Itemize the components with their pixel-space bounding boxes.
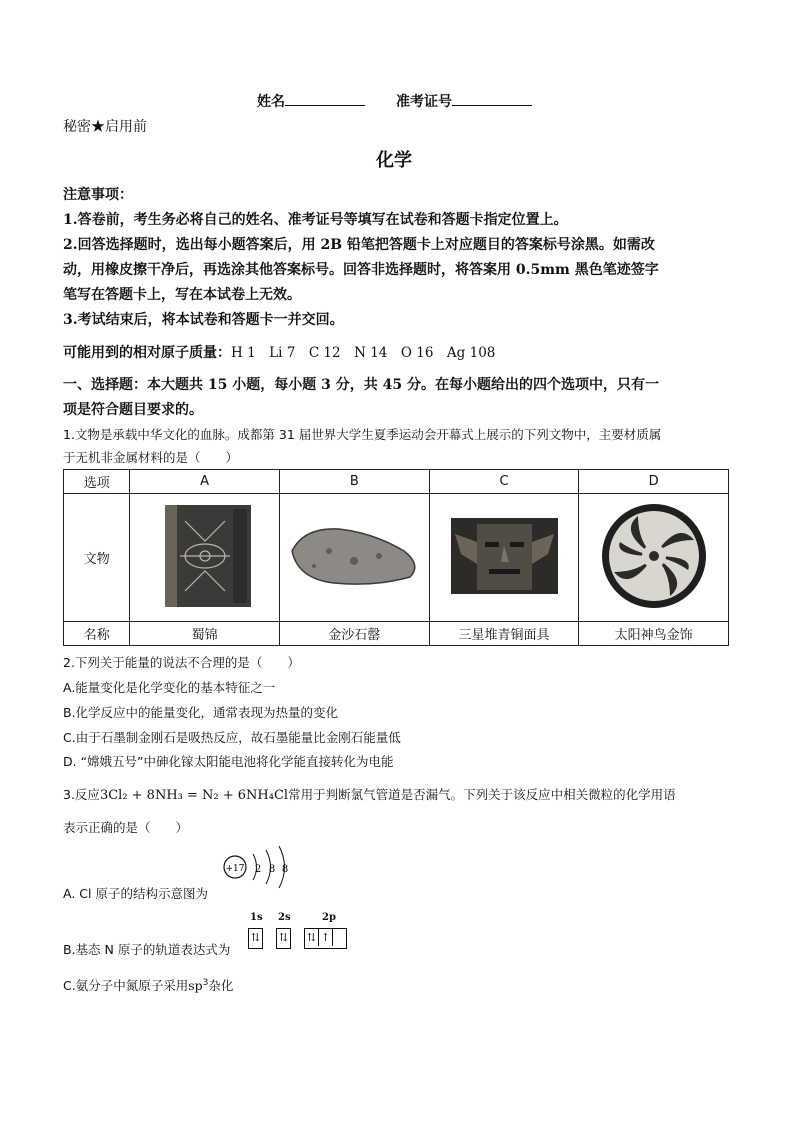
atomic-mass-line: [63, 341, 495, 362]
q3-equation: 3Cl₂ + 8NH₃ = N₂ + 6NH₄Cl: [99, 788, 289, 803]
artifact-table: [63, 469, 729, 646]
name-label: 姓名: [257, 94, 285, 110]
page-title: 化学: [376, 150, 412, 171]
artifact-c-name: 三星堆青铜面具: [429, 622, 579, 646]
orbital-label-1s: 1s: [250, 912, 263, 923]
up-down-arrows-icon: ⇅: [250, 931, 261, 944]
q2-option-c: C.由于石墨制金刚石是吸热反应，故石墨能量比金刚石能量低: [63, 730, 401, 745]
secret-mark: 秘密★启用前: [63, 119, 147, 135]
q1-stem-line-2: 于无机非金属材料的是（ ）: [63, 450, 239, 465]
up-down-arrows-icon: ⇅: [278, 931, 289, 944]
shell-3-electrons: 8: [281, 864, 289, 875]
table-image-row: [64, 494, 729, 622]
q3-option-c-pre: C.氨分子中氮原子采用: [63, 978, 189, 993]
q1-stem-line-1: 1.文物是承载中华文化的血脉。成都第 31 届世界大学生夏季运动会开幕式上展示的下列文物中，主要材质属: [63, 427, 662, 442]
q3-stem-post: 常用于判断氯气管道是否漏气。下列关于该反应中相关微粒的化学用语: [288, 787, 676, 802]
orbital-label-2p: 2p: [322, 912, 336, 923]
artifact-c-image: [429, 494, 579, 622]
notice-item-3: 3.考试结束后，将本试卷和答题卡一并交回。: [63, 312, 344, 328]
up-arrow-icon: ↑: [319, 929, 333, 946]
orbital-box-1s: [248, 928, 263, 949]
artifact-b-name: 金沙石罄: [279, 622, 429, 646]
bronze-mask-image: [447, 514, 562, 598]
atomic-mass-label: 可能用到的相对原子质量：: [63, 345, 231, 361]
artifact-b-image: [279, 494, 429, 622]
table-name-row: [64, 622, 729, 646]
table-header-label: 选项: [64, 470, 130, 494]
name-blank: [285, 93, 365, 106]
option-a-header: A: [130, 470, 279, 494]
option-b-header: B: [279, 470, 429, 494]
q3-option-c-post: 杂化: [208, 978, 234, 993]
option-d-header: D: [579, 470, 729, 494]
atomic-mass-values: H 1 Li 7 C 12 N 14 O 16 Ag 108: [231, 345, 496, 361]
empty-orbital: [333, 929, 346, 946]
q2-option-b: B.化学反应中的能量变化，通常表现为热量的变化: [63, 705, 339, 720]
id-blank: [452, 93, 532, 106]
q2-option-d: D. “嫦娥五号”中砷化镓太阳能电池将化学能直接转化为电能: [63, 754, 394, 769]
hybrid-superscript: 3: [202, 977, 209, 988]
brocade-image: [155, 501, 255, 611]
nucleus-charge: +17: [225, 864, 245, 874]
q3-stem-pre: 3.反应: [63, 787, 100, 802]
orbital-label-2s: 2s: [278, 912, 291, 923]
stone-chime-image: [284, 521, 424, 591]
name-field: [257, 91, 365, 111]
orbital-box-2s: [276, 928, 291, 949]
artifact-row-label: 文物: [64, 494, 130, 622]
q3-stem-line-2: 表示正确的是（ ）: [63, 820, 189, 835]
q3-option-c: [63, 976, 233, 994]
cl-atom-structure-diagram: [220, 842, 294, 892]
q3-stem-line-1: [63, 785, 676, 803]
orbital-box-2p: [304, 928, 347, 949]
id-field: [396, 91, 532, 111]
q3-option-b: B.基态 N 原子的轨道表达式为: [63, 942, 231, 957]
notice-item-2-line-1: 2.回答选择题时，选出每小题答案后，用 2B 铅笔把答题卡上对应题目的答案标号涂黑。如需改: [63, 237, 655, 253]
hybrid-sp: sp: [188, 978, 203, 993]
notice-item-2-line-3: 笔写在答题卡上，写在本试卷上无效。: [63, 287, 301, 303]
section1-line-1: 一、选择题：本大题共 15 小题，每小题 3 分，共 45 分。在每小题给出的四个选项中，只有一: [63, 377, 659, 393]
notice-heading: 注意事项：: [63, 187, 133, 203]
section1-line-2: 项是符合题目要求的。: [63, 402, 203, 418]
notice-item-1: 1.答卷前，考生务必将自己的姓名、准考证号等填写在试卷和答题卡指定位置上。: [63, 212, 568, 228]
q2-stem: 2.下列关于能量的说法不合理的是（ ）: [63, 655, 300, 670]
shell-2-electrons: 8: [268, 864, 276, 875]
sun-bird-gold-image: [598, 500, 710, 612]
notice-item-2-line-2: 动，用橡皮擦干净后，再选涂其他答案标号。回答非选择题时，将答案用 0.5mm 黑色笔迹签字: [63, 262, 659, 278]
artifact-d-name: 太阳神鸟金饰: [579, 622, 729, 646]
table-header-row: [64, 470, 729, 494]
n-orbital-diagram: [246, 912, 356, 954]
option-c-header: C: [429, 470, 579, 494]
shell-1-electrons: 2: [254, 864, 262, 875]
artifact-a-name: 蜀锦: [130, 622, 279, 646]
q3-option-a: A. Cl 原子的结构示意图为: [63, 886, 208, 901]
artifact-d-image: [579, 494, 729, 622]
up-down-arrows-icon: ⇅: [305, 929, 319, 946]
q2-option-a: A.能量变化是化学变化的基本特征之一: [63, 680, 276, 695]
id-label: 准考证号: [396, 94, 452, 110]
artifact-a-image: [130, 494, 279, 622]
name-row-label: 名称: [64, 622, 130, 646]
